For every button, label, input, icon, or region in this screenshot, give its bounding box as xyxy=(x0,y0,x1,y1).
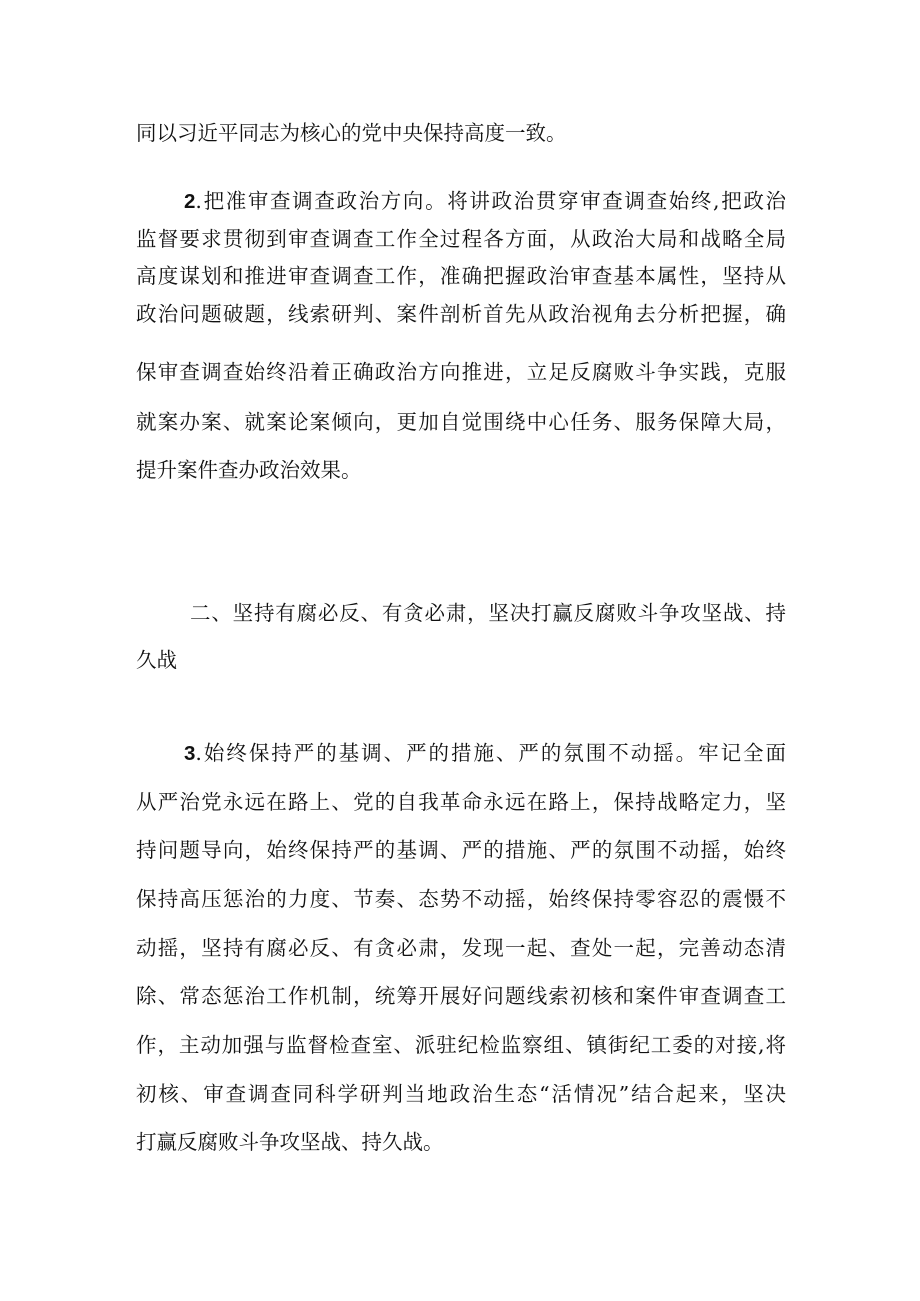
paragraph-line-text: .把准审查调查政治方向。将讲政治贯穿审查调查始终,把政治 xyxy=(195,189,786,213)
paragraph-line-text: .始终保持严的基调、严的措施、严的氛围不动摇。牢记全面 xyxy=(195,741,786,765)
paragraph-first-line xyxy=(184,739,786,768)
paragraph-line: 提升案件查办政治效果。 xyxy=(136,458,362,482)
paragraph-line: 同以习近平同志为核心的党中央保持高度一致。 xyxy=(136,121,567,145)
paragraph-line: 就案办案、就案论案倾向，更加自觉围绕中心任务、服务保障大局， xyxy=(136,410,786,434)
paragraph-line: 初核、审查调查同科学研判当地政治生态“活情况”结合起来，坚决 xyxy=(136,1082,786,1106)
paragraph-line: 动摇，坚持有腐必反、有贪必肃，发现一起、查处一起，完善动态清 xyxy=(136,936,786,960)
item-number: 3 xyxy=(184,742,196,765)
paragraph-line: 从严治党永远在路上、党的自我革命永远在路上，保持战略定力，坚 xyxy=(136,790,786,814)
paragraph-first-line xyxy=(184,187,786,216)
paragraph-line: 除、常态惩治工作机制，统筹开展好问题线索初核和案件审查调查工 xyxy=(136,984,786,1008)
paragraph-line: 政治问题破题，线索研判、案件剖析首先从政治视角去分析把握，确 xyxy=(136,302,786,326)
paragraph-line: 持问题导向，始终保持严的基调、严的措施、严的氛围不动摇，始终 xyxy=(136,838,786,862)
paragraph-line: 高度谋划和推进审查调查工作，准确把握政治审查基本属性，坚持从 xyxy=(136,264,786,288)
section-heading-line: 二、坚持有腐必反、有贪必肃，坚决打赢反腐败斗争攻坚战、持 xyxy=(190,601,786,625)
paragraph-line: 保持高压惩治的力度、节奏、态势不动摇，始终保持零容忍的震慑不 xyxy=(136,887,786,911)
item-number: 2 xyxy=(184,190,196,213)
paragraph-line: 作，主动加强与监督检查室、派驻纪检监察组、镇街纪工委的对接,将 xyxy=(136,1033,786,1057)
paragraph-line: 打赢反腐败斗争攻坚战、持久战。 xyxy=(136,1130,444,1154)
section-heading-line: 久战 xyxy=(136,648,177,672)
paragraph-line: 监督要求贯彻到审查调查工作全过程各方面，从政治大局和战略全局 xyxy=(136,227,786,251)
paragraph-line: 保审查调查始终沿着正确政治方向推进，立足反腐败斗争实践，克服 xyxy=(136,360,786,384)
